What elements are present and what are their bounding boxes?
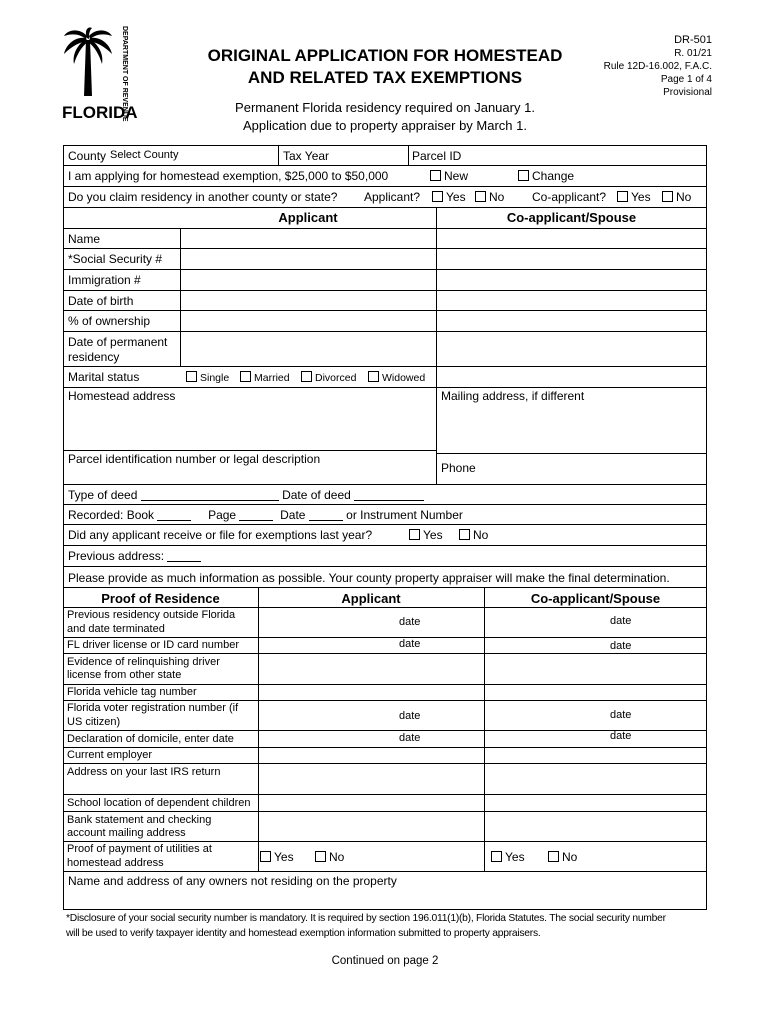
utilities-applicant-no[interactable] [315,850,344,864]
prev-residency-applicant-date: date [399,616,421,628]
form-revision: R. 01/21 [674,48,712,59]
vehicle-tag-label: Florida vehicle tag number [67,686,197,698]
page-number: Page 1 of 4 [660,74,712,85]
coapplicant-question: Co-applicant? [532,190,607,204]
coapplicant-yes-option[interactable] [617,190,651,204]
deed-type-label: Type of deed [68,488,138,502]
employer-label: Current employer [67,749,152,761]
domicile-label: Declaration of domicile, enter date [67,733,234,745]
permanent-residency-label-2: residency [68,350,120,364]
residency-question: Do you claim residency in another county or state? [68,190,338,204]
form-status: Provisional [663,87,712,98]
prev-residency-label-2: and date terminated [67,623,165,635]
married-label: Married [254,372,290,384]
ssn-label: *Social Security # [68,252,163,266]
parcel-legal-label: Parcel identification number or legal description [68,452,321,466]
voter-label-2: US citizen) [67,716,121,728]
single-checkbox[interactable] [186,371,197,382]
florida-dor-logo [62,26,138,122]
name-label: Name [68,232,101,246]
yes-label: Yes [505,850,525,864]
bank-label-2: account mailing address [67,827,186,839]
marital-status-label: Marital status [68,370,140,384]
dob-label: Date of birth [68,294,134,308]
utilities-coapplicant-yes[interactable] [491,850,525,864]
applicant-header: Applicant [278,210,338,225]
utilities-coapplicant-no-checkbox[interactable] [548,851,559,862]
subtitle-line2: Application due to property appraiser by March 1. [243,118,527,133]
coapplicant-header: Co-applicant/Spouse [506,210,637,225]
divorced-label: Divorced [315,372,357,384]
single-label: Single [200,372,230,384]
county-select[interactable]: Select County [110,149,179,161]
no-label: No [329,850,345,864]
yes-label: Yes [446,190,466,204]
mailing-address-label: Mailing address, if different [441,389,585,403]
tax-year-label: Tax Year [283,149,330,163]
form-title-line2: AND RELATED TAX EXEMPTIONS [247,68,523,87]
no-label: No [473,528,489,542]
palm-tree-icon [62,26,114,98]
no-label: No [562,850,578,864]
permanent-residency-label-1: Date of permanent [68,335,168,349]
owners-label: Name and address of any owners not residing on the property [68,874,397,888]
utilities-applicant-no-checkbox[interactable] [315,851,326,862]
ownership-label: % of ownership [68,314,151,328]
change-option[interactable] [518,169,574,183]
page-label: Page [208,508,237,522]
prev-residency-label-1: Previous residency outside Florida [67,609,236,621]
deed-type-input[interactable] [141,489,279,501]
voter-coapplicant-date: date [610,709,632,721]
voter-applicant-date: date [399,710,421,722]
single-option[interactable] [186,371,229,384]
coapplicant-no-option[interactable] [662,190,691,204]
school-label: School location of dependent children [67,797,251,809]
county-label: County [68,149,107,163]
phone-label: Phone [441,461,476,475]
deed-date-input[interactable] [354,489,424,501]
florida-wordmark: FLORIDA [62,103,138,122]
continued-note: Continued on page 2 [331,955,439,967]
new-label: New [444,169,469,183]
disclosure-line2: will be used to verify taxpayer identity and homestead exemption information submitted to property appraisers. [66,928,541,939]
applicant-question: Applicant? [364,190,421,204]
proof-applicant-header: Applicant [341,591,401,606]
page-input[interactable] [239,509,273,521]
exemption-no-checkbox[interactable] [459,529,470,540]
coapplicant-yes-checkbox[interactable] [617,191,628,202]
parcel-id-label: Parcel ID [412,149,462,163]
utilities-applicant-yes-checkbox[interactable] [260,851,271,862]
utilities-applicant-yes[interactable] [260,850,294,864]
irs-label: Address on your last IRS return [67,766,221,778]
previous-address-row [68,549,201,563]
voter-label-1: Florida voter registration number (if [67,702,239,714]
applicant-yes-checkbox[interactable] [432,191,443,202]
relinquish-label-1: Evidence of relinquishing driver [67,656,220,668]
no-label: No [676,190,692,204]
utilities-coapplicant-no[interactable] [548,850,577,864]
recorded-book-label: Recorded: Book [68,508,155,522]
department-label: DEPARTMENT OF REVENUE [121,26,128,122]
applicant-no-option[interactable] [475,190,504,204]
form-title-line1: ORIGINAL APPLICATION FOR HOMESTEAD [207,46,563,65]
widowed-label: Widowed [382,372,426,384]
recorded-date-input[interactable] [309,509,343,521]
applicant-yes-option[interactable] [432,190,466,204]
new-option[interactable] [430,169,468,183]
coapplicant-no-checkbox[interactable] [662,191,673,202]
yes-label: Yes [631,190,651,204]
proof-header: Proof of Residence [101,591,220,606]
exemption-yes-checkbox[interactable] [409,529,420,540]
utilities-label-1: Proof of payment of utilities at [67,843,212,855]
exemption-yes-option[interactable] [409,528,443,542]
divorced-checkbox[interactable] [301,371,312,382]
previous-address-label: Previous address: [68,549,165,563]
fl-driver-applicant-date: date [399,638,421,650]
exemption-question: Did any applicant receive or file for exemptions last year? [68,528,373,542]
deed-date-label: Date of deed [282,488,351,502]
immigration-label: Immigration # [68,273,141,287]
book-input[interactable] [157,509,191,521]
domicile-applicant-date: date [399,732,421,744]
form-rule: Rule 12D-16.002, F.A.C. [603,61,712,72]
married-checkbox[interactable] [240,371,251,382]
utilities-label-2: homestead address [67,857,164,869]
prev-residency-coapplicant-date: date [610,615,632,627]
change-label: Change [532,169,575,183]
recorded-date-label: Date [280,508,306,522]
yes-label: Yes [423,528,443,542]
disclosure-line1: *Disclosure of your social security number is mandatory. It is required by section 196.011(1)(b), Florida Statutes. The social security number [66,913,666,924]
form-number: DR-501 [674,34,712,46]
bank-label-1: Bank statement and checking [67,814,212,826]
instrument-label: or Instrument Number [346,508,463,522]
exemption-no-option[interactable] [459,528,488,542]
yes-label: Yes [274,850,294,864]
deed-type-row [68,488,424,502]
recorded-row [68,508,463,522]
proof-intro: Please provide as much information as possible. Your county property appraiser will make the final determination. [68,571,670,585]
homestead-address-label: Homestead address [68,389,176,403]
divorced-option[interactable] [301,371,356,384]
applicant-no-checkbox[interactable] [475,191,486,202]
applying-text: I am applying for homestead exemption, $25,000 to $50,000 [68,169,389,183]
fl-driver-coapplicant-date: date [610,640,632,652]
no-label: No [489,190,505,204]
widowed-checkbox[interactable] [368,371,379,382]
fl-driver-label: FL driver license or ID card number [67,639,239,651]
utilities-coapplicant-yes-checkbox[interactable] [491,851,502,862]
married-option[interactable] [240,371,290,384]
domicile-coapplicant-date: date [610,730,632,742]
relinquish-label-2: license from other state [67,669,182,681]
new-checkbox[interactable] [430,170,441,181]
previous-address-input[interactable] [167,550,201,562]
subtitle-line1: Permanent Florida residency required on January 1. [235,100,535,115]
change-checkbox[interactable] [518,170,529,181]
widowed-option[interactable] [368,371,425,384]
proof-coapplicant-header: Co-applicant/Spouse [530,591,661,606]
